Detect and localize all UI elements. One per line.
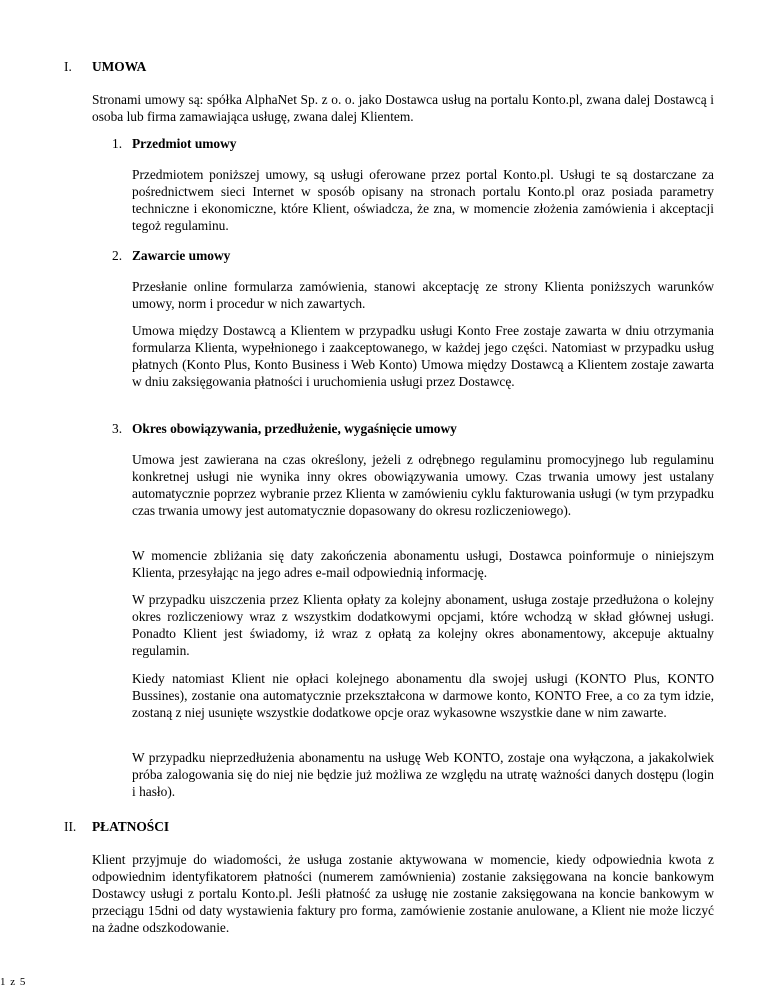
subsection-number: 1. bbox=[112, 136, 123, 151]
page-number: 1 z 5 bbox=[0, 976, 27, 988]
subsection-title: Przedmiot umowy bbox=[132, 136, 237, 151]
subsection-number: 3. bbox=[112, 421, 123, 436]
paragraph-zawarcie-2: Umowa między Dostawcą a Klientem w przypadku usługi Konto Free zostaje zawarta w dniu otrzymania formularza Klienta, wypełnionego i zaakceptowanego, w każdej jego części. Natomiast w przypadku usług płatnych (Konto Plus, Konto Business i Web Konto) Umowa między Dostawcą a Klientem zostaje zawarta w dniu zaksięgowania płatności i uruchomienia usługi przez Dostawcę. bbox=[132, 323, 714, 389]
paragraph-okres-3: W przypadku uiszczenia przez Klienta opłaty za kolejny abonament, usługa zostaje przedłużona o kolejny okres rozliczeniowy wraz z wszystkim dodatkowymi opcjami, które wchodzą w skład głównej usługi. Ponadto Klient jest świadomy, iż wraz z opłatą za kolejny okres abonamentowy, akcepuje aktualny regulamin. bbox=[132, 592, 714, 658]
subsection-heading-okres bbox=[112, 420, 457, 437]
section-intro-umowa: Stronami umowy są: spółka AlphaNet Sp. z o. o. jako Dostawca usług na portalu Konto.pl, zwana dalej Dostawcą i osoba lub firma zamawiająca usługę, zwana dalej Klientem. bbox=[92, 92, 714, 124]
subsection-heading-zawarcie bbox=[112, 247, 230, 264]
paragraph-okres-5: W przypadku nieprzedłużenia abonamentu na usługę Web KONTO, zostaje ona wyłączona, a jakakolwiek próba zalogowania się do niej nie będzie już możliwa ze względu na utratę ważności danych dostępu (login i hasło). bbox=[132, 750, 714, 799]
section-number: I. bbox=[64, 59, 72, 74]
subsection-title: Okres obowiązywania, przedłużenie, wygaśnięcie umowy bbox=[132, 421, 457, 436]
paragraph-zawarcie-1: Przesłanie online formularza zamówienia, stanowi akceptację ze strony Klienta poniższych warunków umowy, norm i procedur w nich zawartych. bbox=[132, 279, 714, 311]
subsection-heading-przedmiot bbox=[112, 135, 237, 152]
subsection-title: Zawarcie umowy bbox=[132, 248, 231, 263]
paragraph-przedmiot-1: Przedmiotem poniższej umowy, są usługi oferowane przez portal Konto.pl. Usługi te są dostarczane za pośrednictwem sieci Internet w sposób opisany na stronach portalu Konto.pl oraz posiada parametry techniczne i ekonomiczne, które Klient, oświadcza, że zna, w momencie złożenia zamówienia i akceptacji tegoż regulaminu. bbox=[132, 167, 714, 233]
section-title: UMOWA bbox=[92, 59, 147, 74]
subsection-number: 2. bbox=[112, 248, 123, 263]
section-title: PŁATNOŚCI bbox=[92, 819, 170, 834]
section-heading-platnosci bbox=[64, 818, 169, 835]
paragraph-okres-1: Umowa jest zawierana na czas określony, jeżeli z odrębnego regulaminu promocyjnego lub regulaminu konkretnej usługi nie wynika inny okres obowiązywania umowy. Czas trwania umowy jest ustalany automatycznie poprzez wybranie przez Klienta w zamówieniu cyklu fakturowania usługi (w tym przypadku czas trwania umowy jest automatycznie dopasowany do okresu rozliczeniowego). bbox=[132, 452, 714, 518]
section-intro-platnosci: Klient przyjmuje do wiadomości, że usługa zostanie aktywowana w momencie, kiedy odpowiednia kwota z odpowiednim identyfikatorem płatności (numerem zamównienia) zostanie zaksięgowana na koncie bankowym Dostawcy usługi z portalu Konto.pl. Jeśli płatność za usługę nie zostanie zaksięgowana na koncie bankowym w przeciągu 15dni od daty wystawienia faktury pro forma, zamówienie zostanie anulowane, a Klient nie może liczyć na żadne odszkodowanie. bbox=[92, 852, 714, 935]
section-heading-umowa bbox=[64, 58, 146, 75]
section-number: II. bbox=[64, 819, 77, 834]
paragraph-okres-2: W momencie zbliżania się daty zakończenia abonamentu usługi, Dostawca poinformuje o niniejszym Klienta, przesyłając na jego adres e-mail odpowiednią informację. bbox=[132, 548, 714, 580]
paragraph-okres-4: Kiedy natomiast Klient nie opłaci kolejnego abonamentu dla swojej usługi (KONTO Plus, KONTO Bussines), zostanie ona automatycznie przekształcona w darmowe konto, KONTO Free, a co za tym idzie, zostaną z niej usunięte wszystkie dodatkowe opcje oraz wykasowne wszystkie dane w nim zawarte. bbox=[132, 671, 714, 720]
